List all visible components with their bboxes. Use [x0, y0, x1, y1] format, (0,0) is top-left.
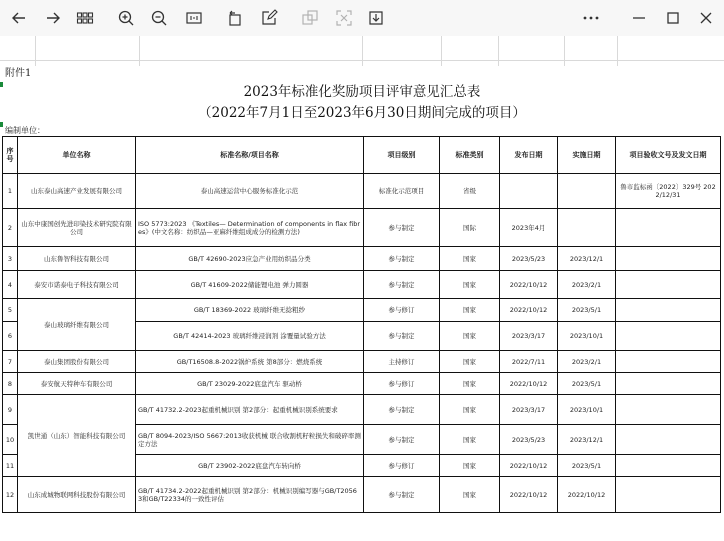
document-page	[0, 36, 724, 541]
cell-category: 国家	[440, 271, 500, 299]
col-header-seq: 序号	[3, 137, 18, 174]
cell-standard: GB/T 8094-2023/ISO 5667:2013收获机械 联合收割机籽粒损失和破碎率测定方法	[136, 425, 364, 455]
cell-seq: 8	[3, 373, 18, 395]
sheet-gridline	[441, 36, 442, 66]
download-icon	[367, 9, 385, 27]
cell-company: 山东泰山高速产业发展有限公司	[18, 174, 136, 209]
cell-level: 参与修订	[364, 299, 440, 322]
cell-publish-date: 2023年4月	[500, 209, 558, 247]
cell-standard: GB/T 23902-2022底盘汽车转向桥	[136, 455, 364, 477]
cell-publish-date: 2023/5/23	[500, 247, 558, 271]
cell-level: 主持修订	[364, 351, 440, 373]
table-row	[3, 299, 721, 322]
cell-standard: 泰山高速运营中心服务标准化示范	[136, 174, 364, 209]
cell-seq: 12	[3, 477, 18, 513]
maximize-button[interactable]	[661, 6, 685, 30]
minimize-button[interactable]	[627, 6, 651, 30]
table-row	[3, 477, 721, 513]
cell-doc-no	[616, 425, 721, 455]
cell-implement-date	[558, 174, 616, 209]
cell-seq: 3	[3, 247, 18, 271]
cell-publish-date: 2022/10/12	[500, 299, 558, 322]
more-icon	[582, 9, 600, 27]
cell-doc-no	[616, 271, 721, 299]
attachment-label: 附件1	[5, 68, 32, 79]
fit-page-button[interactable]	[182, 6, 206, 30]
page-subtitle: （2022年7月1日至2023年6月30日期间完成的项目）	[198, 105, 526, 121]
cell-publish-date: 2023/3/17	[500, 395, 558, 425]
cell-company: 泰山玻璃纤维有限公司	[18, 299, 136, 351]
edit-icon	[260, 9, 278, 27]
col-header-publish-date: 发布日期	[500, 137, 558, 174]
minimize-icon	[630, 9, 648, 27]
cell-implement-date: 2023/10/1	[558, 395, 616, 425]
table-row	[3, 247, 721, 271]
cell-level: 参与制定	[364, 322, 440, 351]
toolbar	[0, 0, 724, 37]
cell-company: 山东中康国创先进印染技术研究院有限公司	[18, 209, 136, 247]
zoom-out-icon	[150, 9, 168, 27]
cell-doc-no	[616, 209, 721, 247]
fit-page-icon	[185, 9, 203, 27]
cell-company: 凯世通（山东）智能科技有限公司	[18, 395, 136, 477]
cell-category: 国家	[440, 247, 500, 271]
cell-seq: 2	[3, 209, 18, 247]
cell-implement-date	[558, 209, 616, 247]
cell-seq: 11	[3, 455, 18, 477]
cell-seq: 9	[3, 395, 18, 425]
cell-level: 参与制定	[364, 425, 440, 455]
cell-publish-date: 2022/10/12	[500, 373, 558, 395]
more-button[interactable]	[579, 6, 603, 30]
cell-category: 国家	[440, 373, 500, 395]
cell-company: 泰山集团股份有限公司	[18, 351, 136, 373]
rotate-icon	[226, 9, 244, 27]
cell-category: 省级	[440, 174, 500, 209]
table-header-row	[3, 137, 721, 174]
close-button[interactable]	[694, 6, 718, 30]
sheet-gridline	[617, 36, 618, 66]
col-header-implement-date: 实施日期	[558, 137, 616, 174]
cell-level: 参与制定	[364, 271, 440, 299]
col-header-level: 项目级别	[364, 137, 440, 174]
cell-standard: ISO 5773:2023 《Textiles— Determination of components in flax fibres》(中文名称：纺织品—亚麻纤维组成成分的检测方法)	[136, 209, 364, 247]
cell-publish-date: 2022/10/12	[500, 271, 558, 299]
cell-category: 国家	[440, 299, 500, 322]
edit-button[interactable]	[257, 6, 281, 30]
sheet-gridline	[139, 36, 140, 66]
cell-implement-date: 2023/12/1	[558, 247, 616, 271]
download-button[interactable]	[364, 6, 388, 30]
cell-doc-no	[616, 351, 721, 373]
close-icon	[697, 9, 715, 27]
cell-doc-no	[616, 455, 721, 477]
table-row	[3, 373, 721, 395]
sheet-gridline	[564, 36, 565, 66]
cell-doc-no: 鲁市监标函〔2022〕329号 2022/12/31	[616, 174, 721, 209]
thumbnails-icon	[76, 9, 94, 27]
cell-implement-date: 2023/2/1	[558, 351, 616, 373]
cell-publish-date: 2022/7/11	[500, 351, 558, 373]
cell-standard: GB/T 42414-2023 玻璃纤维浸润剂 涂覆量试验方法	[136, 322, 364, 351]
table-row	[3, 271, 721, 299]
cell-company: 泰安航天特种车有限公司	[18, 373, 136, 395]
zoom-out-button[interactable]	[147, 6, 171, 30]
sheet-gridline	[35, 36, 36, 66]
cell-level: 参与制定	[364, 477, 440, 513]
cell-seq: 1	[3, 174, 18, 209]
cell-category: 国家	[440, 477, 500, 513]
back-icon	[10, 9, 28, 27]
cell-publish-date: 2023/3/17	[500, 322, 558, 351]
col-header-standard: 标准名称/项目名称	[136, 137, 364, 174]
cell-implement-date: 2023/5/1	[558, 373, 616, 395]
cell-publish-date: 2022/10/12	[500, 455, 558, 477]
cell-company: 山东鲁智科技有限公司	[18, 247, 136, 271]
cell-standard: GB/T 41734.2-2022起重机械识别 第2部分：机械识别编写器与GB/T20563和GB/T22334的一致性评估	[136, 477, 364, 513]
cell-publish-date	[500, 174, 558, 209]
forward-button[interactable]	[41, 6, 65, 30]
cell-seq: 10	[3, 425, 18, 455]
cell-seq: 4	[3, 271, 18, 299]
cell-level: 参与制定	[364, 209, 440, 247]
cell-category: 国家	[440, 322, 500, 351]
table-row	[3, 174, 721, 209]
cell-standard: GB/T 23029-2022底盘汽车 驱动桥	[136, 373, 364, 395]
cell-seq: 7	[3, 351, 18, 373]
cell-implement-date: 2022/10/12	[558, 477, 616, 513]
cell-doc-no	[616, 477, 721, 513]
table-row	[3, 209, 721, 247]
col-header-company: 单位名称	[18, 137, 136, 174]
col-header-doc-no: 项目验收文号及发文日期	[616, 137, 721, 174]
cell-implement-date: 2023/5/1	[558, 455, 616, 477]
table-row	[3, 351, 721, 373]
cell-level: 参与修订	[364, 373, 440, 395]
cell-publish-date: 2023/5/23	[500, 425, 558, 455]
select-icon	[335, 9, 353, 27]
cell-publish-date: 2022/10/12	[500, 477, 558, 513]
cell-seq: 6	[3, 322, 18, 351]
cell-level: 参与制定	[364, 247, 440, 271]
zoom-in-icon	[117, 9, 135, 27]
cell-level: 标准化示范项目	[364, 174, 440, 209]
cell-seq: 5	[3, 299, 18, 322]
cell-company: 泰安市诺泰电子科技有限公司	[18, 271, 136, 299]
select-button[interactable]	[332, 6, 356, 30]
unit-label: 编制单位：	[5, 126, 45, 135]
cell-category: 国家	[440, 425, 500, 455]
col-header-category: 标准类别	[440, 137, 500, 174]
cell-marker	[0, 122, 3, 127]
thumbnails-button[interactable]	[73, 6, 97, 30]
cell-doc-no	[616, 322, 721, 351]
cell-level: 参与制定	[364, 395, 440, 425]
cell-standard: GB/T 41732.2-2023起重机械识别 第2部分：起重机械识别系统要求	[136, 395, 364, 425]
cell-implement-date: 2023/12/1	[558, 425, 616, 455]
cell-implement-date: 2023/5/1	[558, 299, 616, 322]
cell-standard: GB/T16508.8-2022锅炉系统 第8部分：燃烧系统	[136, 351, 364, 373]
rotate-button[interactable]	[223, 6, 247, 30]
cell-standard: GB/T 18369-2022 玻璃纤维无捻粗纱	[136, 299, 364, 322]
copy-icon	[301, 9, 319, 27]
cell-level: 参与修订	[364, 455, 440, 477]
copy-button[interactable]	[298, 6, 322, 30]
sheet-gridline	[498, 36, 499, 66]
back-button[interactable]	[7, 6, 31, 30]
sheet-gridline	[362, 36, 363, 66]
cell-doc-no	[616, 299, 721, 322]
cell-doc-no	[616, 395, 721, 425]
forward-icon	[44, 9, 62, 27]
table-row	[3, 395, 721, 425]
maximize-icon	[664, 9, 682, 27]
cell-category: 国家	[440, 351, 500, 373]
page-title: 2023年标准化奖励项目评审意见汇总表	[243, 84, 481, 100]
cell-standard: GB/T 42690-2023应急产业用纺织品分类	[136, 247, 364, 271]
cell-doc-no	[616, 373, 721, 395]
cell-standard: GB/T 41609-2022储能锂电池 弹力圆器	[136, 271, 364, 299]
cell-company: 山东成城物联网科技股份有限公司	[18, 477, 136, 513]
cell-implement-date: 2023/2/1	[558, 271, 616, 299]
cell-marker	[0, 82, 3, 87]
cell-category: 国家	[440, 395, 500, 425]
zoom-in-button[interactable]	[114, 6, 138, 30]
cell-category: 国家	[440, 455, 500, 477]
summary-table	[2, 136, 721, 513]
cell-doc-no	[616, 247, 721, 271]
cell-category: 国际	[440, 209, 500, 247]
cell-implement-date: 2023/10/1	[558, 322, 616, 351]
